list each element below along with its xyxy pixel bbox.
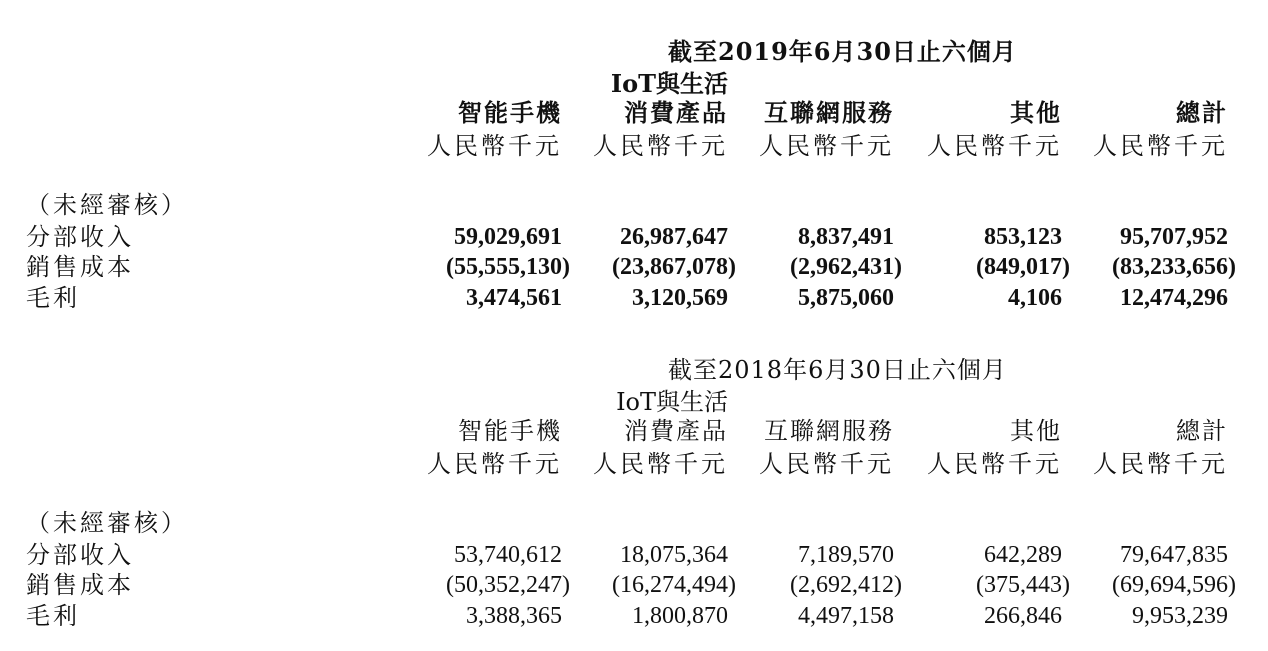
value-2018-cost-of-sales-smartphones: (50,352,247) xyxy=(446,572,570,598)
value-2018-segment-revenue-total: 79,647,835 xyxy=(1120,542,1228,568)
period-title: 截至2019年6月30日止六個月 xyxy=(668,37,1017,66)
value-2019-gross-profit-smartphones: 3,474,561 xyxy=(466,285,562,311)
row-label-gross-profit: 毛利 xyxy=(26,602,80,630)
value-2019-segment-revenue-total: 95,707,952 xyxy=(1120,224,1228,250)
column-header-others: 其他 xyxy=(1010,98,1062,127)
value-2018-gross-profit-others: 266,846 xyxy=(984,603,1062,629)
unit-label-internet-services: 人民幣千元 xyxy=(759,132,894,160)
value-2018-gross-profit-consumer-products: 1,800,870 xyxy=(632,603,728,629)
column-header-total: 總計 xyxy=(1176,417,1228,445)
column-header-total: 總計 xyxy=(1176,98,1228,127)
column-header-internet-services: 互聯網服務 xyxy=(764,98,894,127)
value-2018-gross-profit-internet-services: 4,497,158 xyxy=(798,603,894,629)
row-label-segment-revenue: 分部收入 xyxy=(26,541,134,569)
value-2018-segment-revenue-internet-services: 7,189,570 xyxy=(798,542,894,568)
column-header-others: 其他 xyxy=(1010,417,1062,445)
row-label-segment-revenue: 分部收入 xyxy=(26,223,134,251)
unit-label-total: 人民幣千元 xyxy=(1093,450,1228,478)
column-header-internet-services: 互聯網服務 xyxy=(764,417,894,445)
value-2019-segment-revenue-internet-services: 8,837,491 xyxy=(798,224,894,250)
unit-label-total: 人民幣千元 xyxy=(1093,132,1228,160)
value-2019-segment-revenue-consumer-products: 26,987,647 xyxy=(620,224,728,250)
value-2018-gross-profit-smartphones: 3,388,365 xyxy=(466,603,562,629)
column-header-consumer-products: 消費產品 xyxy=(624,417,728,445)
column-header-smartphones: 智能手機 xyxy=(458,98,562,127)
value-2019-cost-of-sales-smartphones: (55,555,130) xyxy=(446,254,570,280)
value-2019-cost-of-sales-others: (849,017) xyxy=(976,254,1070,280)
value-2019-gross-profit-internet-services: 5,875,060 xyxy=(798,285,894,311)
value-2018-segment-revenue-others: 642,289 xyxy=(984,542,1062,568)
value-2018-cost-of-sales-total: (69,694,596) xyxy=(1112,572,1236,598)
unit-label-consumer-products: 人民幣千元 xyxy=(593,450,728,478)
row-label-gross-profit: 毛利 xyxy=(26,284,80,312)
unit-label-consumer-products: 人民幣千元 xyxy=(593,132,728,160)
value-2019-cost-of-sales-internet-services: (2,962,431) xyxy=(790,254,902,280)
period-title: 截至2018年6月30日止六個月 xyxy=(668,356,1007,384)
value-2018-cost-of-sales-others: (375,443) xyxy=(976,572,1070,598)
value-2018-cost-of-sales-consumer-products: (16,274,494) xyxy=(612,572,736,598)
unaudited-label: （未經審核） xyxy=(26,191,188,219)
value-2019-cost-of-sales-total: (83,233,656) xyxy=(1112,254,1236,280)
column-header-iot-top: IoT與生活 xyxy=(610,69,728,98)
value-2019-segment-revenue-others: 853,123 xyxy=(984,224,1062,250)
value-2019-gross-profit-others: 4,106 xyxy=(1008,285,1062,311)
unit-label-smartphones: 人民幣千元 xyxy=(427,450,562,478)
value-2019-gross-profit-consumer-products: 3,120,569 xyxy=(632,285,728,311)
value-2019-cost-of-sales-consumer-products: (23,867,078) xyxy=(612,254,736,280)
value-2019-segment-revenue-smartphones: 59,029,691 xyxy=(454,224,562,250)
column-header-consumer-products: 消費產品 xyxy=(624,98,728,127)
column-header-smartphones: 智能手機 xyxy=(458,417,562,445)
value-2018-segment-revenue-consumer-products: 18,075,364 xyxy=(620,542,728,568)
unit-label-others: 人民幣千元 xyxy=(927,132,1062,160)
column-header-iot-top: IoT與生活 xyxy=(616,388,728,416)
value-2018-gross-profit-total: 9,953,239 xyxy=(1132,603,1228,629)
unaudited-label: （未經審核） xyxy=(26,509,188,537)
value-2019-gross-profit-total: 12,474,296 xyxy=(1120,285,1228,311)
row-label-cost-of-sales: 銷售成本 xyxy=(26,571,134,599)
value-2018-segment-revenue-smartphones: 53,740,612 xyxy=(454,542,562,568)
value-2018-cost-of-sales-internet-services: (2,692,412) xyxy=(790,572,902,598)
unit-label-others: 人民幣千元 xyxy=(927,450,1062,478)
row-label-cost-of-sales: 銷售成本 xyxy=(26,253,134,281)
unit-label-smartphones: 人民幣千元 xyxy=(427,132,562,160)
unit-label-internet-services: 人民幣千元 xyxy=(759,450,894,478)
